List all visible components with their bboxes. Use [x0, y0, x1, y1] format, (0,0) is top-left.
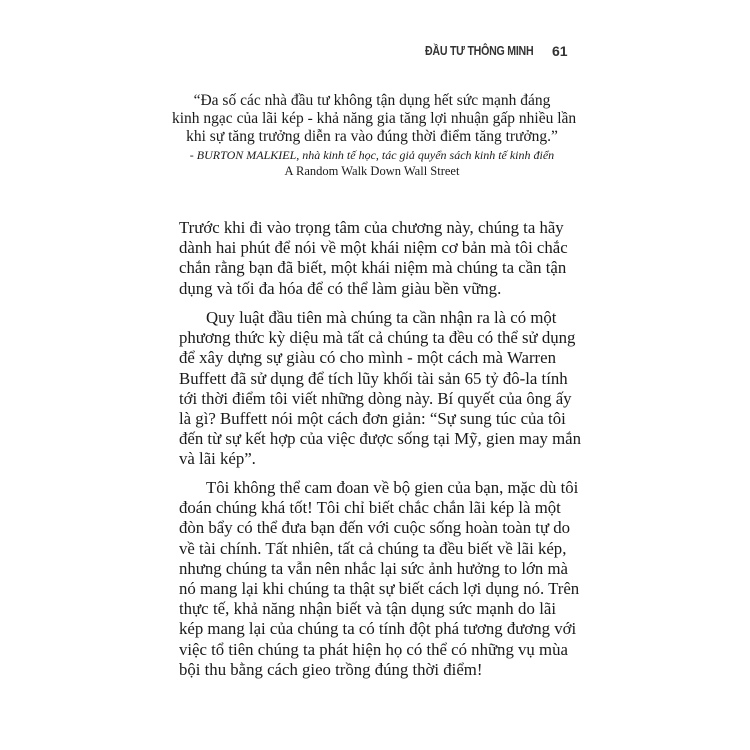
running-title: ĐẦU TƯ THÔNG MINH [425, 44, 534, 58]
paragraph-3 [179, 478, 580, 680]
body-line: nhưng chúng ta vẫn nên nhắc lại sức ảnh hưởng to lớn mà [179, 558, 568, 578]
page-number: 61 [552, 43, 568, 59]
body-line: là gì? Buffett nói một cách đơn giản: “Sự sung túc của tôi [179, 408, 566, 428]
epigraph [172, 92, 577, 179]
body-line: Trước khi đi vào trọng tâm của chương này, chúng ta hãy [179, 218, 564, 237]
body-line: để xây dựng sự giàu có cho mình - một cách mà Warren [179, 348, 556, 368]
body-line: chắn rằng bạn đã biết, một khái niệm mà chúng ta cần tận [179, 258, 567, 278]
body-line: Quy luật đầu tiên mà chúng ta cần nhận ra là có một [206, 308, 557, 327]
epigraph-line: khi sự tăng trưởng diễn ra vào đúng thời điểm tăng trưởng.” [186, 128, 558, 145]
epigraph-book-title: A Random Walk Down Wall Street [284, 164, 460, 178]
body-line: Tôi không thể cam đoan về bộ gien của bạn, mặc dù tôi [206, 478, 579, 497]
body-line: thực tế, khả năng nhận biết và tận dụng sức mạnh do lãi [179, 599, 556, 619]
body-line: đến từ sự kết hợp của việc được sống tại Mỹ, gien may mắn [179, 429, 582, 449]
body-line: kép mang lại của chúng ta có tính đột phá tương đương với [179, 619, 577, 639]
body-line: về tài chính. Tất nhiên, tất cả chúng ta đều biết về lãi kép, [179, 538, 567, 558]
epigraph-line: “Đa số các nhà đầu tư không tận dụng hết sức mạnh đáng [193, 92, 551, 109]
body-line: dành hai phút để nói về một khái niệm cơ bản mà tôi chắc [179, 238, 568, 258]
body-line: bội thu bằng cách gieo trồng đúng thời điểm! [179, 659, 483, 679]
body-line: việc tổ tiên chúng ta phát hiện họ có thể có những vụ mùa [179, 639, 568, 659]
body-line: dụng và tối đa hóa để có thể làm giàu bền vững. [179, 278, 502, 298]
body-line: và lãi kép”. [179, 449, 256, 469]
body-line: đòn bẩy có thể đưa bạn đến với cuộc sống hoàn toàn tự do [179, 518, 571, 538]
body-line: Buffett đã sử dụng để tích lũy khối tài sản 65 tỷ đô-la tính [179, 368, 568, 388]
body-line: tới thời điểm tôi viết những dòng này. Bí quyết của ông ấy [179, 388, 572, 408]
body-line: phương thức kỳ diệu mà tất cả chúng ta đều có thể sử dụng [179, 328, 576, 348]
epigraph-attribution: - BURTON MALKIEL, nhà kinh tế học, tác giả quyển sách kinh tế kinh điển [189, 148, 555, 162]
epigraph-line: kinh ngạc của lãi kép - khả năng gia tăng lợi nhuận gấp nhiều lần [172, 110, 577, 127]
body-line: nó mang lại khi chúng ta thật sự biết cách lợi dụng nó. Trên [179, 578, 580, 598]
running-header [420, 42, 580, 62]
body-line: đoán chúng khá tốt! Tôi chỉ biết chắc chắn lãi kép là một [179, 498, 561, 518]
paragraph-1 [179, 218, 568, 299]
paragraph-2 [179, 308, 582, 470]
